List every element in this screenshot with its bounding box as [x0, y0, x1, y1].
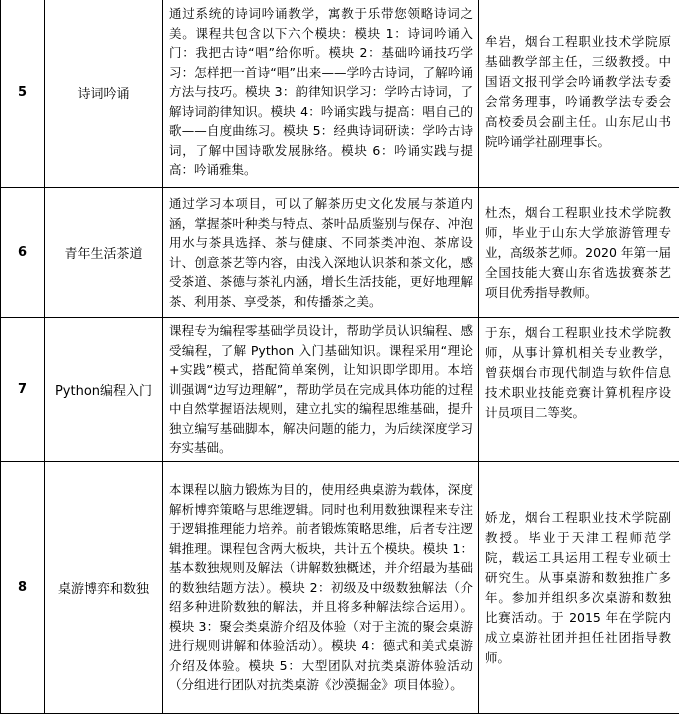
teacher-intro: 杜杰，烟台工程职业技术学院教师，毕业于山东大学旅游管理专业，高级茶艺师。2020 年第一届全国技能大赛山东省选拔赛茶艺项目优秀指导教师。	[479, 188, 679, 318]
table-row	[1, 462, 679, 714]
row-number: 8	[1, 462, 45, 714]
teacher-intro: 娇龙，烟台工程职业技术学院副教授。毕业于天津工程师范学院，载运工具运用工程专业硕士研究生。从事桌游和数独推广多年。参加并组织多次桌游和数独比赛活动。于 2015 年在学院内成立桌游社团并担任社团指导教师。	[479, 462, 679, 714]
course-intro: 通过系统的诗词吟诵教学，寓教于乐带您领略诗词之美。课程共包含以下六个模块：模块 1：诗词吟诵入门：我把古诗“唱”给你听。模块 2：基础吟诵技巧学习：怎样把一首诗“唱”出来——学吟古诗词，了解吟诵方法与技巧。模块 3：韵律知识学习：学吟古诗词，了解诗词韵律知识。模块 4：吟诵实践与提高：唱自己的歌——自度曲练习。模块 5：经典诗词研读：学吟古诗词，了解中国诗歌发展脉络。模块 6：吟诵实践与提高：吟诵雅集。	[163, 0, 479, 188]
course-name: 诗词吟诵	[45, 0, 163, 188]
course-intro: 本课程以脑力锻炼为目的，使用经典桌游为载体，深度解析博弈策略与思维逻辑。同时也利用数独课程来专注于逻辑推理能力培养。前者锻炼策略思维，后者专注逻辑推理。课程包含两大板块，共计五个模块。模块 1：基本数独规则及解法（讲解数独概述，并介绍最为基础的数独结题方法）。模块 2：初级及中级数独解法（介绍多种进阶数独的解法，并且将多种解法综合运用）。模块 3：聚会类桌游介绍及体验（对于主流的聚会桌游进行规则讲解和体验活动）。模块 4：德式和美式桌游介绍及体验。模块 5：大型团队对抗类桌游体验活动（分组进行团队对抗类桌游《沙漠掘金》项目体验）。	[163, 462, 479, 714]
table-row	[1, 318, 679, 462]
teacher-intro: 于东，烟台工程职业技术学院教师，从事计算机相关专业教学，曾获烟台市现代制造与软件信息技术职业技能竞赛计算机程序设计员项目二等奖。	[479, 318, 679, 462]
row-number: 6	[1, 188, 45, 318]
table-row	[1, 0, 679, 188]
course-name: Python编程入门	[45, 318, 163, 462]
course-intro: 课程专为编程零基础学员设计，帮助学员认识编程、感受编程，了解 Python 入门基础知识。课程采用“理论+实践”模式，搭配简单案例，让知识即学即用。本培训强调“边写边理解”，帮助学员在完成具体功能的过程中自然掌握语法规则，建立扎实的编程思维基础，提升独立编写基础脚本，解决问题的能力，为后续深度学习夯实基础。	[163, 318, 479, 462]
course-intro: 通过学习本项目，可以了解茶历史文化发展与茶道内涵，掌握茶叶种类与特点、茶叶品质鉴别与保存、冲泡用水与茶具选择、茶与健康、不同茶类冲泡、茶席设计、创意茶艺等内容，由浅入深地认识茶和茶文化，感受茶道、茶德与茶礼内涵，增长生活技能，更好地理解茶、利用茶、享受茶，和传播茶之美。	[163, 188, 479, 318]
table-row	[1, 188, 679, 318]
course-name: 桌游博弈和数独	[45, 462, 163, 714]
row-number: 7	[1, 318, 45, 462]
row-number: 5	[1, 0, 45, 188]
teacher-intro: 牟岩，烟台工程职业技术学院原基础教学部主任，三级教授。中国语文报刊学会吟诵教学法专委会常务理事，吟诵教学法专委会高校委员会副主任。山东尼山书院吟诵学社副理事长。	[479, 0, 679, 188]
course-name: 青年生活茶道	[45, 188, 163, 318]
